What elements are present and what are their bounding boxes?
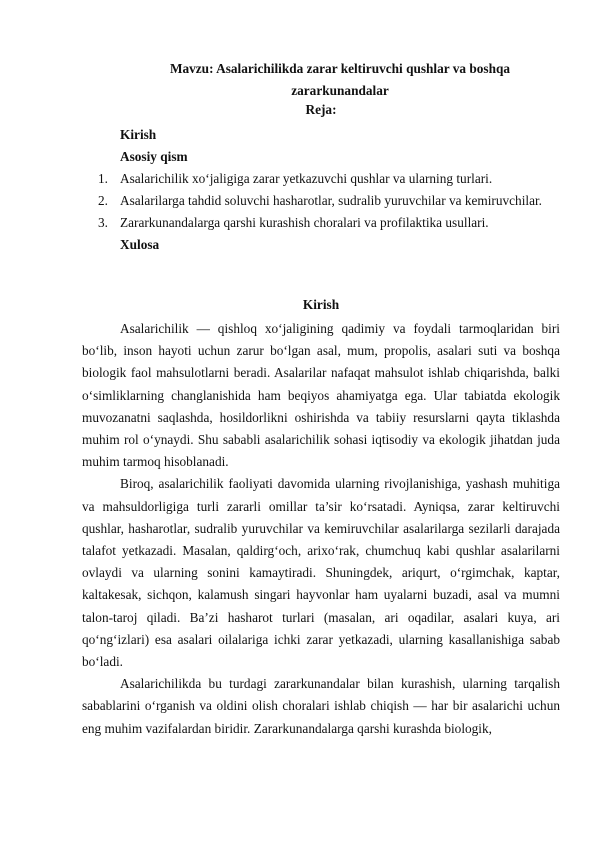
- body-text: [82, 318, 560, 740]
- outline-item: [82, 212, 562, 234]
- outline-item: [82, 190, 562, 212]
- document-title: [120, 58, 560, 102]
- intro-heading: Kirish: [302, 297, 340, 312]
- outline-item-number: 3.: [98, 215, 108, 230]
- outline-conclusion: Xulosa: [120, 237, 160, 252]
- outline-item-text: Zararkunandalarga qarshi kurashish choralari va profilaktika usullari.: [120, 215, 489, 230]
- outline-list: [82, 124, 562, 256]
- outline-intro: Kirish: [120, 127, 157, 142]
- outline-item-number: 1.: [98, 171, 108, 186]
- outline-item-text: Asalarilarga tahdid soluvchi hasharotlar, sudralib yuruvchilar va kemiruvchilar.: [120, 193, 543, 208]
- plan-heading: Reja:: [305, 102, 337, 117]
- outline-item-text: Asalarichilik xo‘jaligiga zarar yetkazuvchi qushlar va ularning turlari.: [120, 171, 493, 186]
- outline-item-number: 2.: [98, 193, 108, 208]
- paragraph: Asalarichilik — qishloq xo‘jaligining qadimiy va foydali tarmoqlaridan biri bo‘lib, inson hayoti uchun zarur bo‘lgan asal, mum, propolis, asalari suti va boshqa biologik faol mahsulotlarni beradi. Asalarilar nafaqat mahsulot ishlab chiqarishda, balki o‘simliklarning changlanishida ham beqiyos ahamiyatga ega. Ular tabiatda ekologik muvozanatni saqlashda, hosildorlikni oshirishda va tabiiy resurslarni qayta tiklashda muhim rol o‘ynaydi. Shu sababli asalarichilik sohasi iqtisodiy va ekologik jihatdan juda muhim tarmoq hisoblanadi.: [82, 321, 560, 470]
- outline-item: [82, 168, 562, 190]
- title-line-2: zararkunandalar: [291, 83, 389, 98]
- paragraph: Asalarichilikda bu turdagi zararkunandalar bilan kurashish, ularning tarqalish sabablarini o‘rganish va oldini olish choralari ishlab chiqish — har bir asalarichi uchun eng muhim vazifalardan biridir. Zararkunandalarga qarshi kurashda biologik,: [82, 676, 560, 736]
- title-line-1: Mavzu: Asalarichilikda zarar keltiruvchi qushlar va boshqa: [169, 61, 511, 76]
- paragraph: Biroq, asalarichilik faoliyati davomida ularning rivojlanishiga, yashash muhitiga va mahsuldorligiga turli zararli omillar ta’sir ko‘rsatadi. Ayniqsa, zarar keltiruvchi qushlar, hasharotlar, sudralib yuruvchilar va kemiruvchilar asalarilarga sezilarli darajada talafot yetkazadi. Masalan, qaldirg‘och, arixo‘rak, chumchuq kabi qushlar asalarilarni ovlaydi va ularning sonini kamaytiradi. Shuningdek, ariqurt, o‘rgimchak, kaptar, kaltakesak, sichqon, kalamush singari hayvonlar ham uyalarni buzadi, asal va mumni talon-taroj qiladi. Ba’zi hasharot turlari (masalan, ari oqadilar, asalari kuya, ari qo‘ng‘izlari) esa asalari oilalariga ichki zarar yetkazadi, ularning kasallanishiga sabab bo‘ladi.: [82, 476, 560, 670]
- outline-main: Asosiy qism: [120, 149, 188, 164]
